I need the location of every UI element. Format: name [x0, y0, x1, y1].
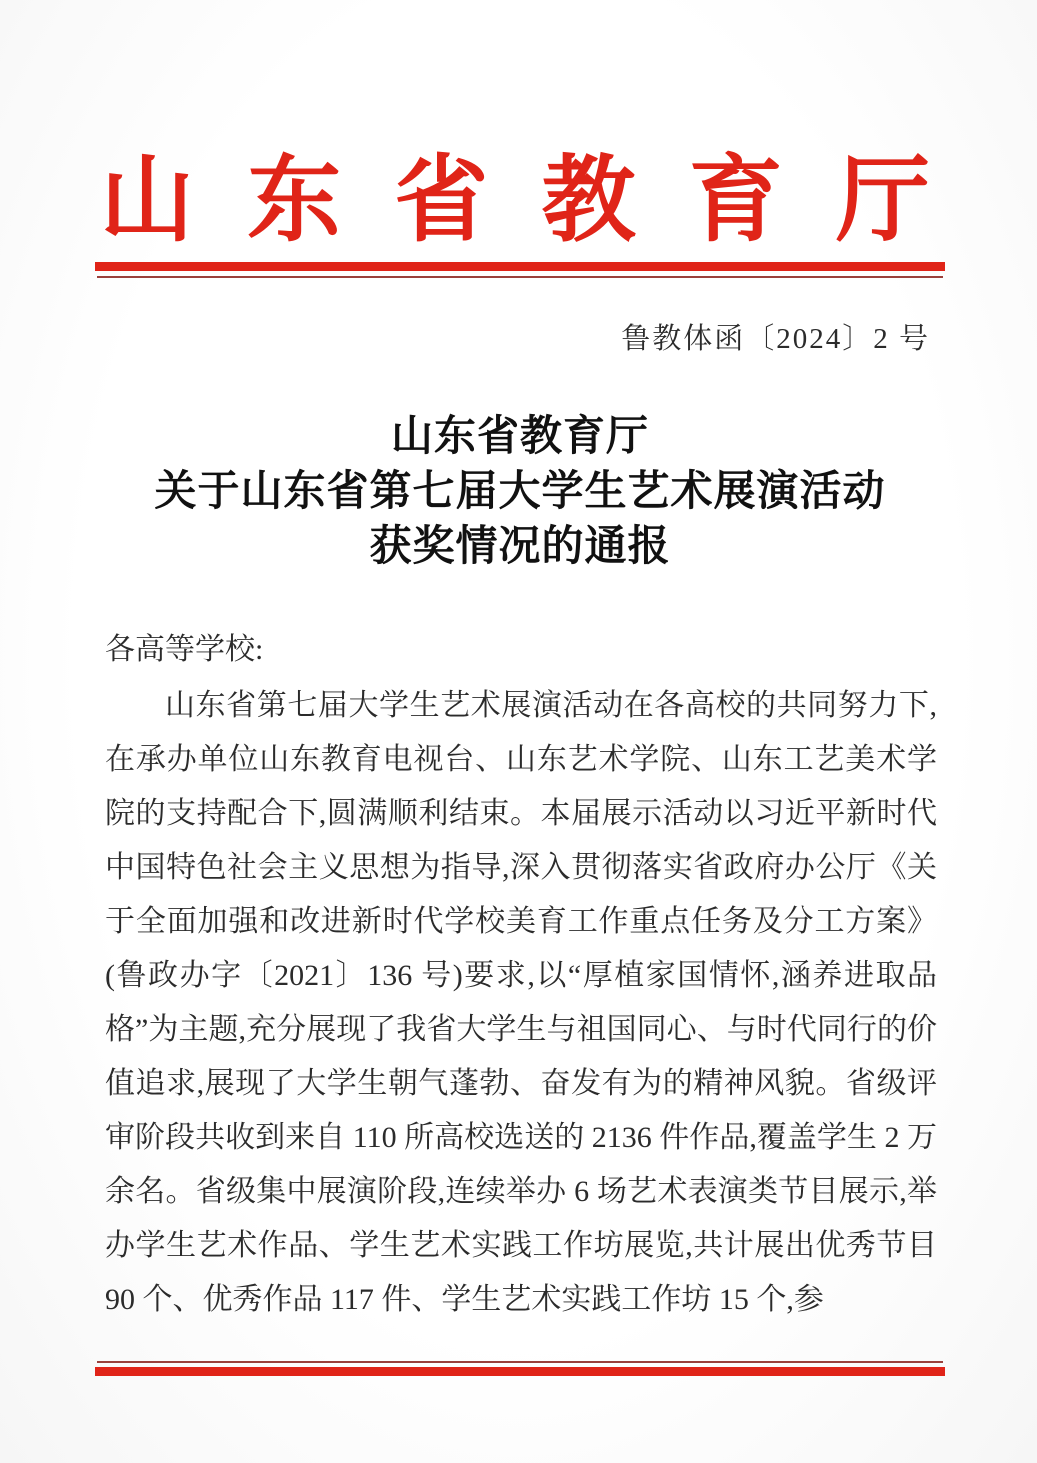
letterhead-char: 教	[541, 149, 636, 253]
letterhead-char: 育	[688, 149, 783, 253]
document-number: 鲁教体函〔2024〕2 号	[621, 323, 930, 355]
footer-rule-thin	[97, 1361, 943, 1363]
footer-rule-thick	[95, 1367, 945, 1376]
header-rule-thin	[97, 276, 943, 278]
letterhead-char: 山	[100, 149, 195, 253]
header-rule-thick	[95, 262, 945, 271]
title-line-2: 关于山东省第七届大学生艺术展演活动	[154, 469, 886, 515]
title-line-3: 获奖情况的通报	[369, 524, 671, 570]
letterhead-char: 厅	[835, 149, 930, 253]
body-paragraph: 山东省第七届大学生艺术展演活动在各高校的共同努力下,在承办单位山东教育电视台、山东艺术学院、山东工艺美术学院的支持配合下,圆满顺利结束。本届展示活动以习近平新时代中国特色社会主义思想为指导,深入贯彻落实省政府办公厅《关于全面加强和改进新时代学校美育工作重点任务及分工方案》(鲁政办字〔2021〕136 号)要求,以“厚植家国情怀,涵养进取品格”为主题,充分展现了我省大学生与祖国同心、与时代同行的价值追求,展现了大学生朝气蓬勃、奋发有为的精神风貌。省级评审阶段共收到来自 110 所高校选送的 2136 件作品,覆盖学生 2 万余名。省级集中展演阶段,连续举办 6 场艺术表演类节目展示,举办学生艺术作品、学生艺术实践工作坊展览,共计展出优秀节目 90 个、优秀作品 117 件、学生艺术实践工作坊 15 个,参	[105, 689, 937, 1316]
title-line-1: 山东省教育厅	[390, 414, 649, 460]
salutation: 各高等学校:	[105, 633, 264, 666]
document-title	[75, 410, 965, 575]
letterhead-agency-name	[100, 149, 930, 253]
letterhead-char: 省	[394, 149, 489, 253]
letterhead-char: 东	[247, 149, 342, 253]
